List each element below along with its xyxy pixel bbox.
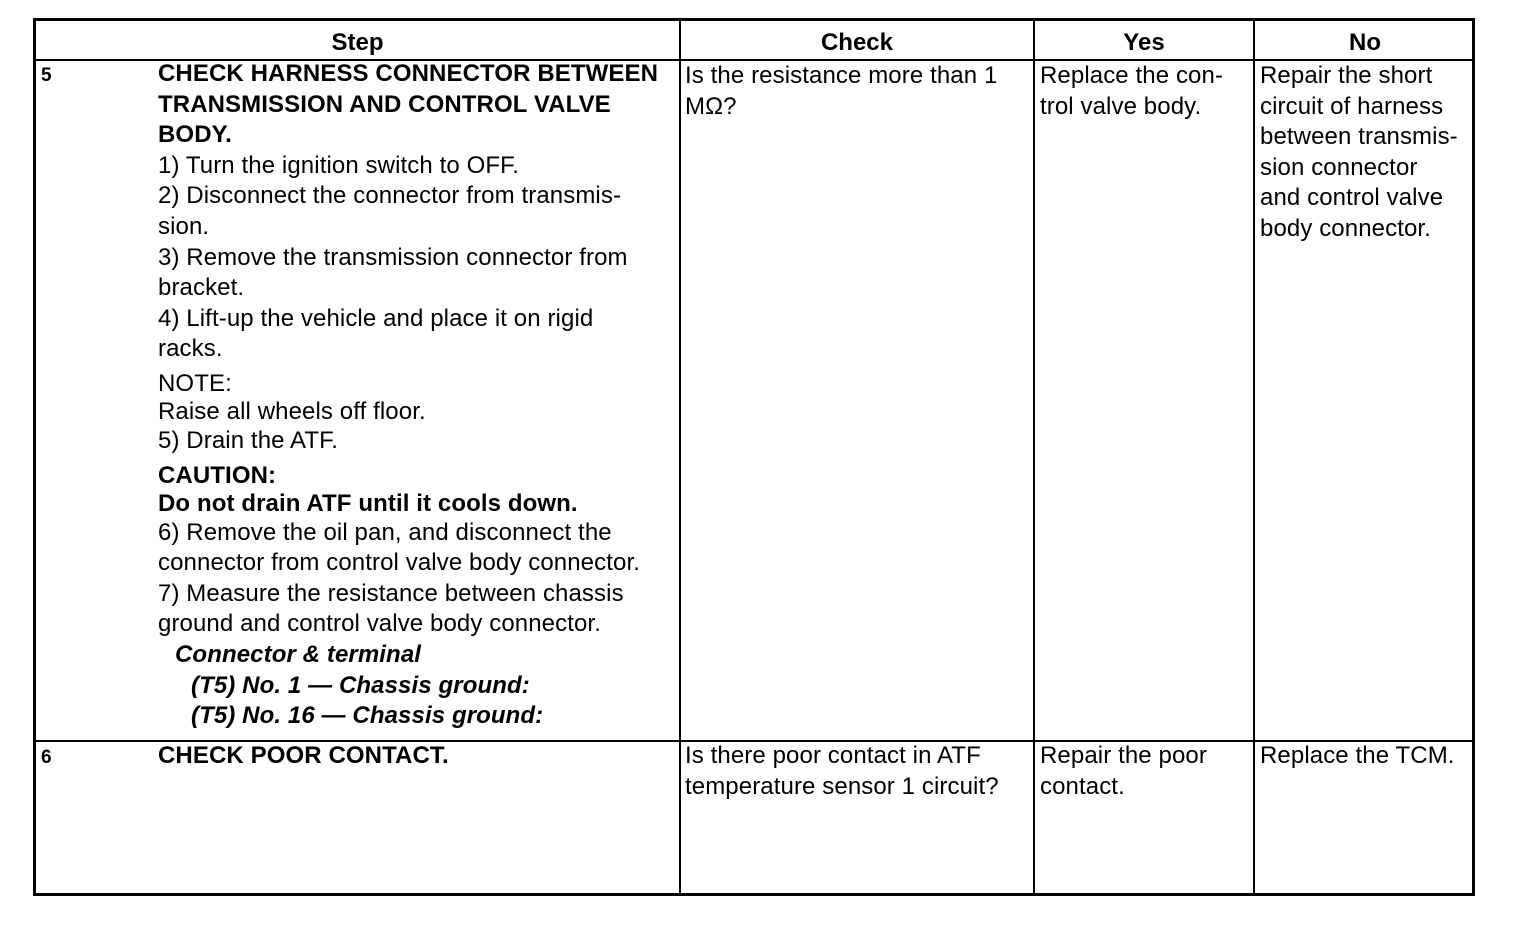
diagnostic-table — [33, 18, 1475, 896]
step-6-title: CHECK POOR CONTACT. — [158, 742, 449, 769]
step-5-no-line-2: circuit of harness — [1260, 92, 1444, 120]
column-divider-check-yes — [1033, 21, 1035, 893]
step-5-substep-4-line-1: 4) Lift-up the vehicle and place it on rigid — [158, 304, 594, 332]
step-5-substep-2-line-1: 2) Disconnect the connector from transmis- — [158, 182, 622, 210]
step-5-substep-5: 5) Drain the ATF. — [158, 426, 338, 454]
header-yes: Yes — [1123, 29, 1165, 56]
column-divider-step-check — [679, 21, 681, 893]
column-divider-yes-no — [1253, 21, 1255, 893]
header-check: Check — [820, 29, 894, 56]
step-5-title-line-3: BODY. — [158, 121, 232, 149]
step-5-substep-1: 1) Turn the ignition switch to OFF. — [158, 151, 519, 179]
step-5-yes — [1040, 61, 1250, 122]
step-6-no: Replace the TCM. — [1260, 742, 1455, 769]
step-5-no-line-5: and control valve — [1260, 184, 1444, 212]
step-number-5: 5 — [41, 65, 52, 86]
step-5-title-line-2: TRANSMISSION AND CONTROL VALVE — [158, 90, 611, 118]
step-5-substep-4-line-2: racks. — [158, 335, 223, 363]
step-6-yes — [1040, 741, 1250, 802]
step-5-substep-2-line-2: sion. — [158, 212, 210, 240]
caution-label: CAUTION: — [158, 461, 277, 489]
step-5-check-line-2: MΩ? — [685, 92, 737, 120]
step-5-instructions — [158, 59, 673, 732]
step-5-substep-6-line-2: connector from control valve body connector. — [158, 549, 640, 577]
step-number-6: 6 — [41, 747, 52, 768]
step-5-check-line-1: Is the resistance more than 1 — [685, 62, 998, 89]
step-6-check — [685, 741, 1030, 802]
step-5-no-line-3: between transmis- — [1260, 123, 1458, 151]
note-label: NOTE: — [158, 369, 232, 397]
note-text: Raise all wheels off floor. — [158, 397, 426, 425]
step-6-yes-line-2: contact. — [1040, 772, 1125, 800]
header-step: Step — [331, 29, 384, 56]
step-5-substep-6-line-1: 6) Remove the oil pan, and disconnect the — [158, 518, 612, 546]
step-6-yes-line-1: Repair the poor — [1040, 742, 1207, 769]
step-5-substep-7-line-1: 7) Measure the resistance between chassis — [158, 579, 624, 607]
step-5-yes-line-1: Replace the con- — [1040, 62, 1224, 89]
caution-text: Do not drain ATF until it cools down. — [158, 489, 578, 517]
step-6-check-line-1: Is there poor contact in ATF — [685, 742, 981, 769]
step-5-substep-3-line-2: bracket. — [158, 274, 245, 302]
step-5-no-line-4: sion connector — [1260, 153, 1418, 181]
step-5-title-line-1: CHECK HARNESS CONNECTOR BETWEEN — [158, 60, 659, 87]
step-6-check-line-2: temperature sensor 1 circuit? — [685, 772, 999, 800]
header-no: No — [1349, 29, 1381, 56]
spec-label: Connector & terminal — [175, 640, 422, 668]
step-5-yes-line-2: trol valve body. — [1040, 92, 1202, 120]
step-5-substep-7-line-2: ground and control valve body connector. — [158, 610, 601, 638]
spec-item-2: (T5) No. 16 — Chassis ground: — [191, 702, 544, 730]
spec-item-1: (T5) No. 1 — Chassis ground: — [191, 671, 530, 699]
step-5-no-line-6: body connector. — [1260, 214, 1431, 242]
step-5-no-line-1: Repair the short — [1260, 62, 1433, 89]
step-5-no — [1260, 61, 1472, 245]
step-5-check — [685, 61, 1030, 122]
step-5-substep-3-line-1: 3) Remove the transmission connector from — [158, 243, 628, 271]
